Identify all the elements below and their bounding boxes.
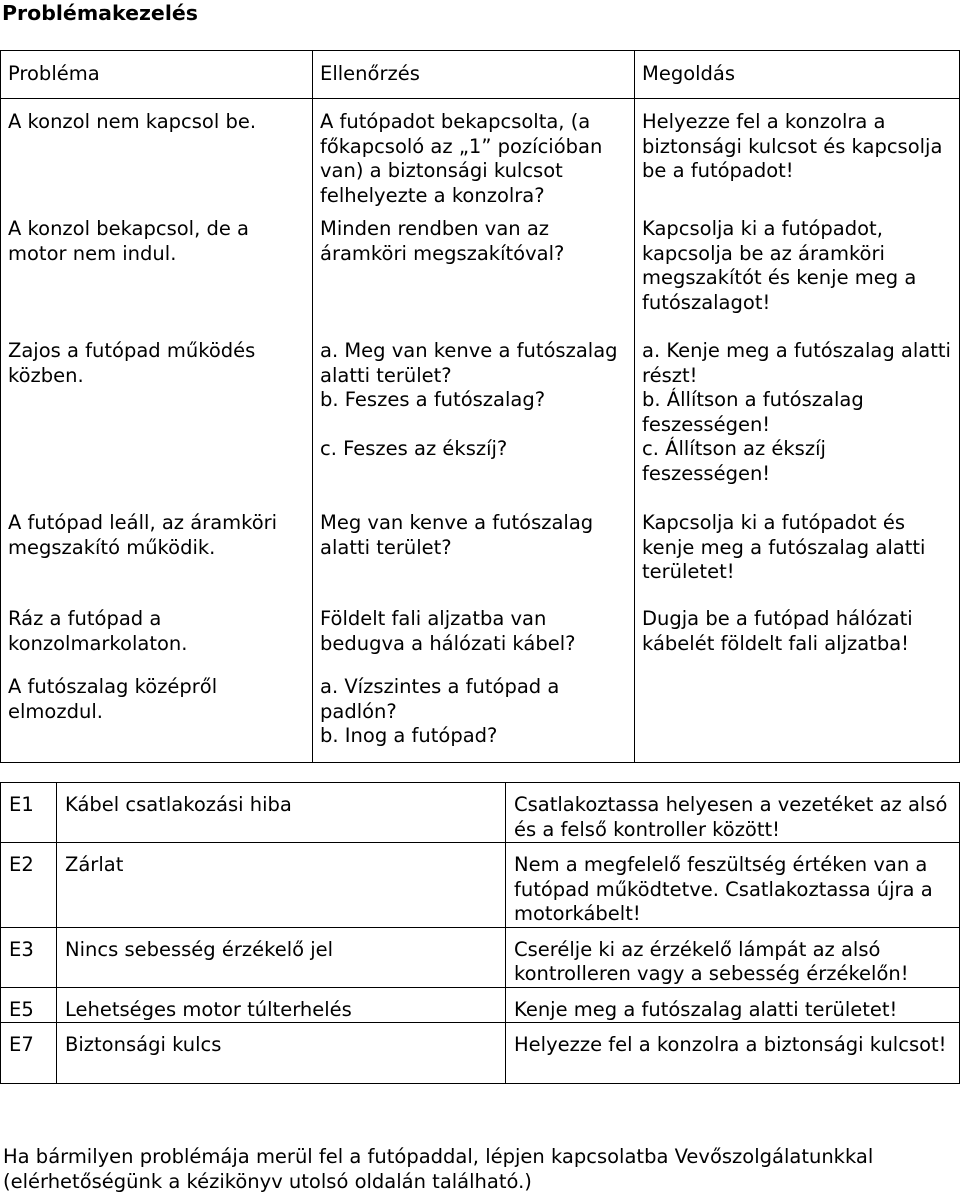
header-check: Ellenőrzés bbox=[313, 51, 635, 99]
error-code-cell: E2 bbox=[1, 843, 57, 928]
table-row bbox=[1, 217, 960, 339]
problem-cell: A konzol bekapcsol, de a motor nem indul. bbox=[1, 217, 313, 339]
check-line: c. Feszes az ékszíj? bbox=[320, 436, 508, 460]
check-cell bbox=[313, 339, 635, 511]
error-code-table bbox=[0, 782, 960, 1084]
error-description-cell: Biztonsági kulcs bbox=[57, 1023, 506, 1084]
error-solution-cell: Kenje meg a futószalag alatti területet! bbox=[506, 987, 960, 1023]
problem-cell: A konzol nem kapcsol be. bbox=[1, 99, 313, 218]
table-row bbox=[1, 511, 960, 607]
table-row bbox=[1, 339, 960, 511]
error-code-cell: E7 bbox=[1, 1023, 57, 1084]
error-solution-cell: Nem a megfelelő feszültség értéken van a futópad működtetve. Csatlakoztassa újra a motorkábelt! bbox=[506, 843, 960, 928]
table-row bbox=[1, 927, 960, 987]
check-line: b. Inog a futópad? bbox=[320, 724, 498, 747]
solution-line: c. Állítson az ékszíj feszességen! bbox=[642, 437, 826, 485]
table-row bbox=[1, 783, 960, 843]
check-cell bbox=[313, 675, 635, 763]
header-problem: Probléma bbox=[1, 51, 313, 99]
table-row bbox=[1, 675, 960, 763]
solution-line: a. Kenje meg a futószalag alatti részt! bbox=[642, 339, 951, 387]
check-cell: Minden rendben van az áramköri megszakítóval? bbox=[313, 217, 635, 339]
table-row bbox=[1, 607, 960, 675]
error-code-cell: E1 bbox=[1, 783, 57, 843]
solution-line: b. Állítson a futószalag feszességen! bbox=[642, 388, 864, 436]
solution-cell: Helyezze fel a konzolra a biztonsági kulcsot és kapcsolja be a futópadot! bbox=[635, 99, 960, 218]
page-title: Problémakezelés bbox=[2, 1, 198, 25]
problem-cell: A futópad leáll, az áramköri megszakító működik. bbox=[1, 511, 313, 607]
table-header-row bbox=[1, 51, 960, 99]
troubleshooting-table bbox=[0, 50, 960, 763]
error-description-cell: Zárlat bbox=[57, 843, 506, 928]
solution-cell: Kapcsolja ki a futópadot, kapcsolja be az áramköri megszakítót és kenje meg a futószalagot! bbox=[635, 217, 960, 339]
problem-cell: A futószalag középről elmozdul. bbox=[1, 675, 313, 763]
solution-cell bbox=[635, 675, 960, 763]
table-row bbox=[1, 99, 960, 218]
error-description-cell: Lehetséges motor túlterhelés bbox=[57, 987, 506, 1023]
check-line: b. Feszes a futószalag? bbox=[320, 388, 546, 411]
solution-cell: Kapcsolja ki a futópadot és kenje meg a futószalag alatti területet! bbox=[635, 511, 960, 607]
error-code-cell: E5 bbox=[1, 987, 57, 1023]
check-line: a. Meg van kenve a futószalag alatti terület? bbox=[320, 339, 618, 387]
table-row bbox=[1, 987, 960, 1023]
error-solution-cell: Helyezze fel a konzolra a biztonsági kulcsot! bbox=[506, 1023, 960, 1084]
error-solution-cell: Csatlakoztassa helyesen a vezetéket az alsó és a felső kontroller között! bbox=[506, 783, 960, 843]
solution-cell bbox=[635, 339, 960, 511]
support-note: Ha bármilyen problémája merül fel a futópaddal, lépjen kapcsolatba Vevőszolgálatunkkal (elérhetőségünk a kézikönyv utolsó oldalán található.) bbox=[3, 1145, 874, 1193]
check-cell: Meg van kenve a futószalag alatti terület? bbox=[313, 511, 635, 607]
error-code-cell: E3 bbox=[1, 927, 57, 987]
problem-cell: Zajos a futópad működés közben. bbox=[1, 339, 313, 511]
table-row bbox=[1, 1023, 960, 1084]
check-cell: Földelt fali aljzatba van bedugva a hálózati kábel? bbox=[313, 607, 635, 675]
header-solution: Megoldás bbox=[635, 51, 960, 99]
error-description-cell: Nincs sebesség érzékelő jel bbox=[57, 927, 506, 987]
table-row bbox=[1, 843, 960, 928]
solution-cell: Dugja be a futópad hálózati kábelét földelt fali aljzatba! bbox=[635, 607, 960, 675]
problem-cell: Ráz a futópad a konzolmarkolaton. bbox=[1, 607, 313, 675]
error-description-cell: Kábel csatlakozási hiba bbox=[57, 783, 506, 843]
check-cell: A futópadot bekapcsolta, (a főkapcsoló az „1” pozícióban van) a biztonsági kulcsot felhelyezte a konzolra? bbox=[313, 99, 635, 218]
check-line: a. Vízszintes a futópad a padlón? bbox=[320, 675, 560, 723]
error-solution-cell: Cserélje ki az érzékelő lámpát az alsó kontrolleren vagy a sebesség érzékelőn! bbox=[506, 927, 960, 987]
